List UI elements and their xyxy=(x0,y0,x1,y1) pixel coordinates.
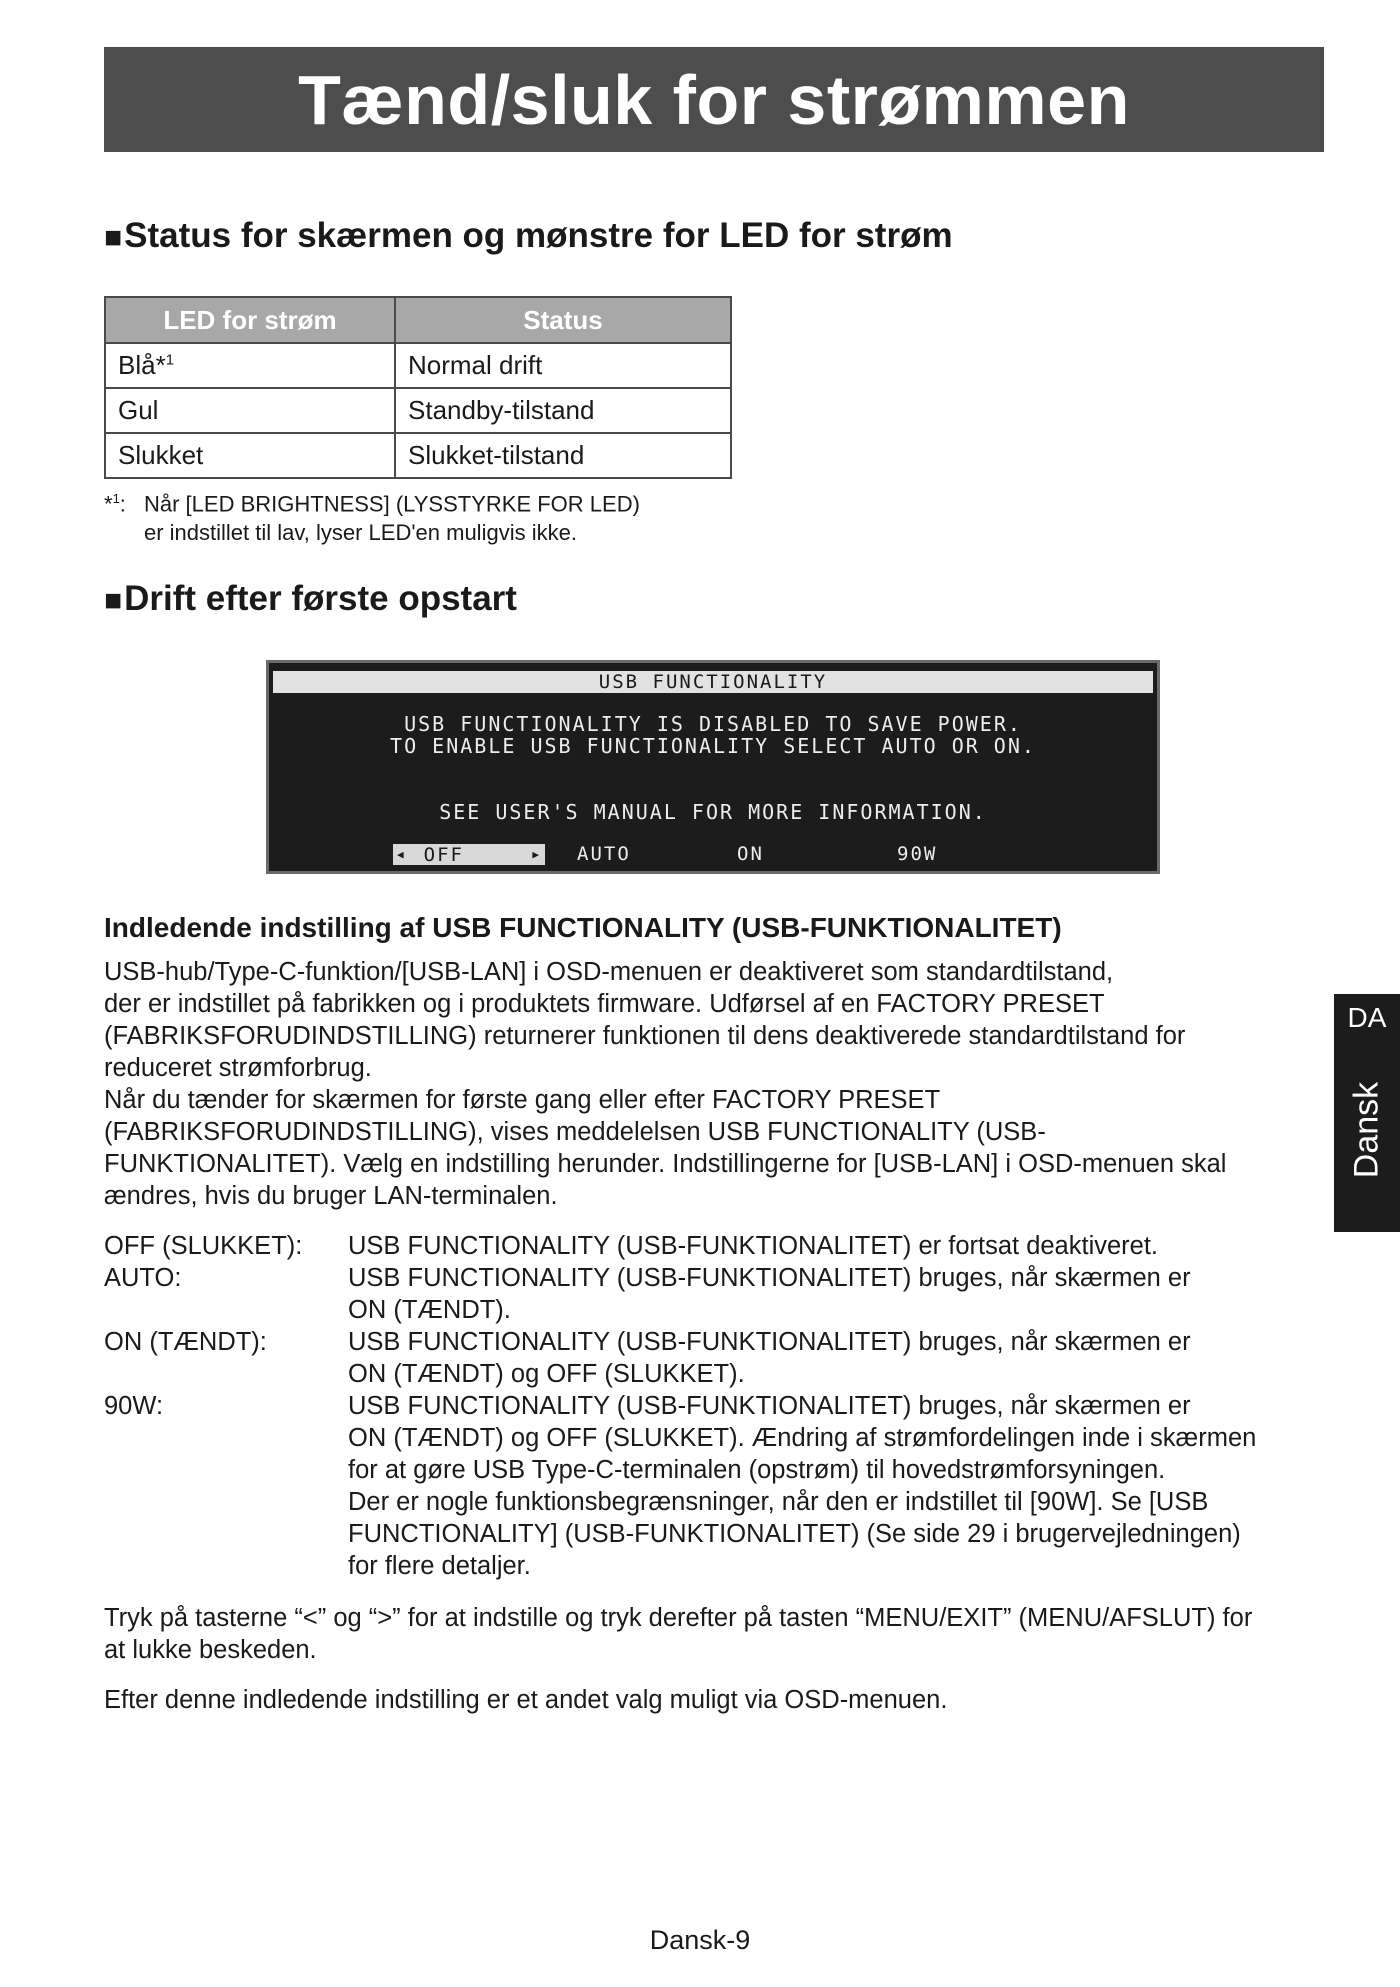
instruction-paragraph xyxy=(104,1602,1304,1666)
left-arrow-icon: ◀ xyxy=(397,848,406,861)
led-value: Blå* xyxy=(118,350,166,380)
led-status-table xyxy=(104,296,732,479)
table-row xyxy=(105,433,731,478)
osd-option-off-selected xyxy=(393,844,545,865)
text-line: USB FUNCTIONALITY (USB-FUNKTIONALITET) er fortsat deaktiveret. xyxy=(348,1232,1159,1260)
table-row xyxy=(105,388,731,433)
language-name: Dansk xyxy=(1347,1081,1386,1179)
section-heading-drift xyxy=(104,579,517,619)
text-line: at lukke beskeden. xyxy=(104,1636,317,1664)
text-line: Tryk på tasterne “<” og “>” for at indstille og tryk derefter på tasten “MENU/EXIT” (MENU/AFSLUT) for xyxy=(104,1604,1253,1632)
footnote-mark-sup: 1 xyxy=(112,491,120,506)
language-code: DA xyxy=(1347,1002,1387,1033)
osd-message-line-1: USB FUNCTIONALITY IS DISABLED TO SAVE POWER. xyxy=(404,712,1022,736)
osd-screenshot xyxy=(266,660,1160,874)
osd-message-line-2: TO ENABLE USB FUNCTIONALITY SELECT AUTO OR ON. xyxy=(390,734,1036,758)
table-cell-led: Slukket xyxy=(105,433,395,478)
text-line: USB FUNCTIONALITY (USB-FUNKTIONALITET) bruges, når skærmen er xyxy=(348,1264,1191,1292)
osd-option-90w: 90W xyxy=(897,843,938,865)
footnote-text-1: Når [LED BRIGHTNESS] (LYSSTYRKE FOR LED) xyxy=(144,491,640,517)
option-definitions xyxy=(104,1230,1308,1582)
intro-paragraph xyxy=(104,956,1304,1212)
text-line: ON (TÆNDT). xyxy=(348,1296,511,1324)
definition-off xyxy=(104,1230,1308,1262)
page-title: Tænd/sluk for strømmen xyxy=(298,60,1130,139)
footnote-ref: 1 xyxy=(165,351,175,369)
osd-title: USB FUNCTIONALITY xyxy=(273,671,1153,693)
definition-term: ON (TÆNDT): xyxy=(104,1328,267,1356)
section-heading-status xyxy=(104,216,953,256)
definition-term: AUTO: xyxy=(104,1264,182,1292)
definition-on xyxy=(104,1326,1308,1390)
text-line: for flere detaljer. xyxy=(348,1552,531,1580)
text-line: der er indstillet på fabrikken og i produktets firmware. Udførsel af en FACTORY PRESET xyxy=(104,990,1105,1018)
text-line: FUNCTIONALITY] (USB-FUNKTIONALITET) (Se side 29 i brugervejledningen) xyxy=(348,1520,1241,1548)
definition-desc xyxy=(348,1326,1308,1390)
table-cell-status: Standby-tilstand xyxy=(395,388,731,433)
square-bullet-icon: ■ xyxy=(104,584,123,617)
language-side-tab xyxy=(1334,994,1400,1232)
table-cell-led: Gul xyxy=(105,388,395,433)
table-row xyxy=(105,343,731,388)
footnote-line-1 xyxy=(104,484,640,518)
page-number: Dansk-9 xyxy=(649,1925,751,1955)
definition-desc xyxy=(348,1390,1308,1582)
table-cell-status: Slukket-tilstand xyxy=(395,433,731,478)
closing-paragraph: Efter denne indledende indstilling er et andet valg muligt via OSD-menuen. xyxy=(104,1686,948,1714)
text-line: USB FUNCTIONALITY (USB-FUNKTIONALITET) bruges, når skærmen er xyxy=(348,1328,1191,1356)
text-line: (FABRIKSFORUDINDSTILLING) returnerer funktionen til dens deaktiverede standardtilstand for xyxy=(104,1022,1186,1050)
sub-heading: Indledende indstilling af USB FUNCTIONALITY (USB-FUNKTIONALITET) xyxy=(104,912,1062,943)
osd-message-line-3: SEE USER'S MANUAL FOR MORE INFORMATION. xyxy=(439,800,987,824)
text-line: FUNKTIONALITET). Vælg en indstilling herunder. Indstillingerne for [USB-LAN] i OSD-menuen skal xyxy=(104,1150,1227,1178)
column-header-status: Status xyxy=(395,297,731,343)
text-line: Når du tænder for skærmen for første gang eller efter FACTORY PRESET xyxy=(104,1086,941,1114)
definition-desc xyxy=(348,1230,1308,1262)
definition-term: OFF (SLUKKET): xyxy=(104,1232,303,1260)
section-heading-text: Status for skærmen og mønstre for LED for strøm xyxy=(124,216,953,255)
footnote xyxy=(104,484,640,547)
text-line: USB-hub/Type-C-funktion/[USB-LAN] i OSD-menuen er deaktiveret som standardtilstand, xyxy=(104,958,1114,986)
title-bar xyxy=(104,47,1324,152)
osd-option-label: OFF xyxy=(423,843,464,866)
osd-option-auto: AUTO xyxy=(577,843,631,865)
column-header-led: LED for strøm xyxy=(105,297,395,343)
text-line: ændres, hvis du bruger LAN-terminalen. xyxy=(104,1182,558,1210)
definition-desc xyxy=(348,1262,1308,1326)
definition-90w xyxy=(104,1390,1308,1582)
definition-auto xyxy=(104,1262,1308,1326)
footnote-mark xyxy=(104,484,144,518)
footnote-line-2: er indstillet til lav, lyser LED'en muligvis ikke. xyxy=(144,520,577,546)
table-header-row xyxy=(105,297,731,343)
osd-option-on: ON xyxy=(737,843,764,865)
section-heading-text: Drift efter første opstart xyxy=(124,579,517,618)
table-cell-led xyxy=(105,343,395,388)
text-line: reduceret strømforbrug. xyxy=(104,1054,372,1082)
text-line: Der er nogle funktionsbegrænsninger, når den er indstillet til [90W]. Se [USB xyxy=(348,1488,1209,1516)
table-cell-status: Normal drift xyxy=(395,343,731,388)
square-bullet-icon: ■ xyxy=(104,221,123,254)
text-line: USB FUNCTIONALITY (USB-FUNKTIONALITET) bruges, når skærmen er xyxy=(348,1392,1191,1420)
text-line: (FABRIKSFORUDINDSTILLING), vises meddelelsen USB FUNCTIONALITY (USB- xyxy=(104,1118,1046,1146)
footnote-mark-prefix: * xyxy=(104,491,113,517)
definition-term: 90W: xyxy=(104,1392,164,1420)
text-line: ON (TÆNDT) og OFF (SLUKKET). Ændring af strømfordelingen inde i skærmen xyxy=(348,1424,1257,1452)
right-arrow-icon: ▶ xyxy=(532,848,541,861)
text-line: ON (TÆNDT) og OFF (SLUKKET). xyxy=(348,1360,745,1388)
text-line: for at gøre USB Type-C-terminalen (opstrøm) til hovedstrømforsyningen. xyxy=(348,1456,1166,1484)
footnote-mark-suffix: : xyxy=(119,491,126,517)
